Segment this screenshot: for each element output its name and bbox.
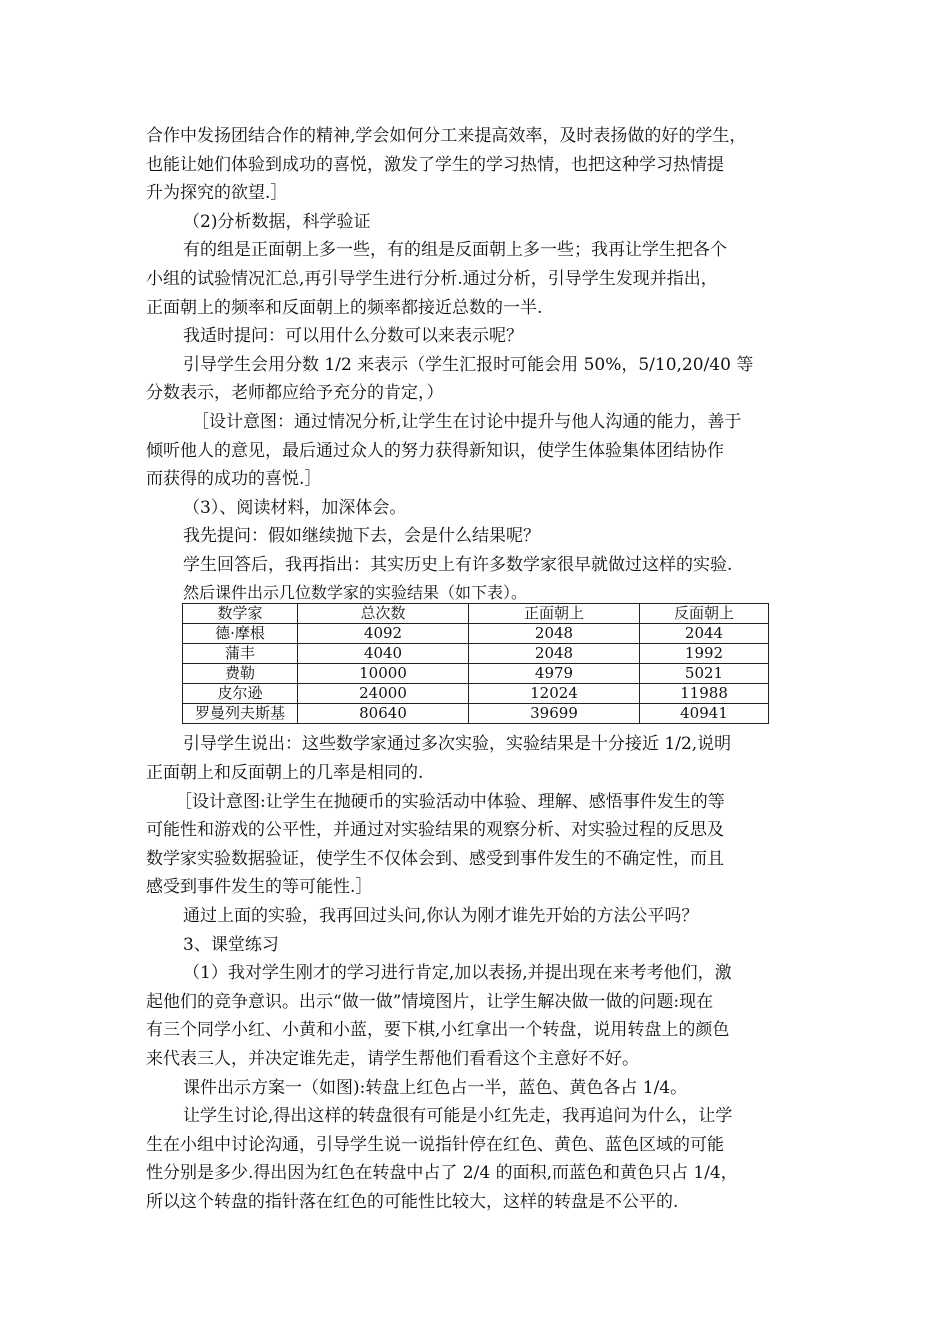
table-cell: 费勒 bbox=[183, 664, 298, 684]
design-note-line: 感受到事件发生的等可能性.］ bbox=[146, 877, 373, 897]
table-cell: 11988 bbox=[640, 684, 769, 704]
table-row bbox=[183, 624, 769, 644]
table-cell: 12024 bbox=[469, 684, 640, 704]
paragraph-line: 正面朝上和反面朝上的几率是相同的. bbox=[146, 763, 424, 783]
table-cell: 2044 bbox=[640, 624, 769, 644]
table-header-row bbox=[183, 604, 769, 624]
table-cell: 1992 bbox=[640, 644, 769, 664]
section-heading: 3、课堂练习 bbox=[183, 935, 279, 955]
table-cell: 2048 bbox=[469, 644, 640, 664]
section-heading: （2)分析数据，科学验证 bbox=[183, 212, 371, 232]
paragraph-line: 让学生讨论,得出这样的转盘很有可能是小红先走，我再追问为什么，让学 bbox=[183, 1106, 733, 1126]
table-cell: 皮尔逊 bbox=[183, 684, 298, 704]
paragraph-line: 合作中发扬团结合作的精神,学会如何分工来提高效率，及时表扬做的好的学生， bbox=[146, 126, 747, 146]
table-cell: 5021 bbox=[640, 664, 769, 684]
paragraph-line: 分数表示，老师都应给予充分的肯定，） bbox=[146, 383, 444, 403]
table-cell: 39699 bbox=[469, 704, 640, 724]
paragraph-line: 所以这个转盘的指针落在红色的可能性比较大，这样的转盘是不公平的. bbox=[146, 1192, 679, 1212]
table-caption: 然后课件出示几位数学家的实验结果（如下表）。 bbox=[183, 583, 528, 602]
table-cell: 德·摩根 bbox=[183, 624, 298, 644]
table-cell: 40941 bbox=[640, 704, 769, 724]
table-cell: 24000 bbox=[298, 684, 469, 704]
table-cell: 80640 bbox=[298, 704, 469, 724]
column-header: 反面朝上 bbox=[640, 604, 769, 624]
paragraph-line: 我适时提问：可以用什么分数可以来表示呢？ bbox=[183, 326, 523, 346]
paragraph-line: 正面朝上的频率和反面朝上的频率都接近总数的一半. bbox=[146, 298, 543, 318]
design-note-line: ［设计意图:让学生在抛硬币的实验活动中体验、理解、感悟事件发生的等 bbox=[175, 792, 725, 812]
paragraph-line: 引导学生说出：这些数学家通过多次实验，实验结果是十分接近 1/2,说明 bbox=[183, 734, 732, 754]
section-heading: （3）、阅读材料，加深体会。 bbox=[183, 498, 407, 518]
table-row bbox=[183, 644, 769, 664]
paragraph-line: 小组的试验情况汇总,再引导学生进行分析.通过分析，引导学生发现并指出， bbox=[146, 269, 718, 289]
design-note-line: 倾听他人的意见，最后通过众人的努力获得新知识，使学生体验集体团结协作 bbox=[146, 441, 724, 461]
paragraph-line: 引导学生会用分数 1/2 来表示（学生汇报时可能会用 50%，5/10,20/40 等 bbox=[183, 355, 754, 375]
paragraph-line: 有三个同学小红、小黄和小蓝，要下棋,小红拿出一个转盘，说用转盘上的颜色 bbox=[146, 1020, 730, 1040]
experiment-results-table bbox=[182, 603, 769, 724]
paragraph-line: 性分别是多少.得出因为红色在转盘中占了 2/4 的面积,而蓝色和黄色只占 1/4， bbox=[146, 1163, 738, 1183]
paragraph-line: 我先提问：假如继续抛下去，会是什么结果呢？ bbox=[183, 526, 540, 546]
paragraph-line: 课件出示方案一（如图):转盘上红色占一半，蓝色、黄色各占 1/4。 bbox=[183, 1078, 688, 1098]
table-row bbox=[183, 684, 769, 704]
paragraph-line: 来代表三人，并决定谁先走，请学生帮他们看看这个主意好不好。 bbox=[146, 1049, 639, 1069]
table-cell: 4040 bbox=[298, 644, 469, 664]
table-cell: 10000 bbox=[298, 664, 469, 684]
table-cell: 蒲丰 bbox=[183, 644, 298, 664]
paragraph-line: （1）我对学生刚才的学习进行肯定,加以表扬,并提出现在来考考他们，激 bbox=[183, 963, 732, 983]
table-cell: 4979 bbox=[469, 664, 640, 684]
table-cell: 罗曼列夫斯基 bbox=[183, 704, 298, 724]
paragraph-line: 生在小组中讨论沟通，引导学生说一说指针停在红色、黄色、蓝色区域的可能 bbox=[146, 1135, 724, 1155]
paragraph-line: 升为探究的欲望.］ bbox=[146, 183, 288, 203]
paragraph-line: 有的组是正面朝上多一些，有的组是反面朝上多一些；我再让学生把各个 bbox=[183, 240, 727, 260]
paragraph-line: 通过上面的实验，我再回过头问,你认为刚才谁先开始的方法公平吗？ bbox=[183, 906, 699, 926]
design-note-line: ［设计意图：通过情况分析,让学生在讨论中提升与他人沟通的能力，善于 bbox=[192, 412, 742, 432]
paragraph-line: 学生回答后，我再指出：其实历史上有许多数学家很早就做过这样的实验. bbox=[183, 555, 733, 575]
design-note-line: 数学家实验数据验证，使学生不仅体会到、感受到事件发生的不确定性，而且 bbox=[146, 849, 724, 869]
paragraph-line: 起他们的竞争意识。出示“做一做”情境图片，让学生解决做一做的问题:现在 bbox=[146, 992, 714, 1012]
table-cell: 4092 bbox=[298, 624, 469, 644]
design-note-line: 而获得的成功的喜悦.］ bbox=[146, 469, 322, 489]
table-cell: 2048 bbox=[469, 624, 640, 644]
column-header: 正面朝上 bbox=[469, 604, 640, 624]
table-row bbox=[183, 664, 769, 684]
design-note-line: 可能性和游戏的公平性，并通过对实验结果的观察分析、对实验过程的反思及 bbox=[146, 820, 724, 840]
column-header: 数学家 bbox=[183, 604, 298, 624]
table-row bbox=[183, 704, 769, 724]
column-header: 总次数 bbox=[298, 604, 469, 624]
paragraph-line: 也能让她们体验到成功的喜悦，激发了学生的学习热情，也把这种学习热情提 bbox=[146, 155, 724, 175]
